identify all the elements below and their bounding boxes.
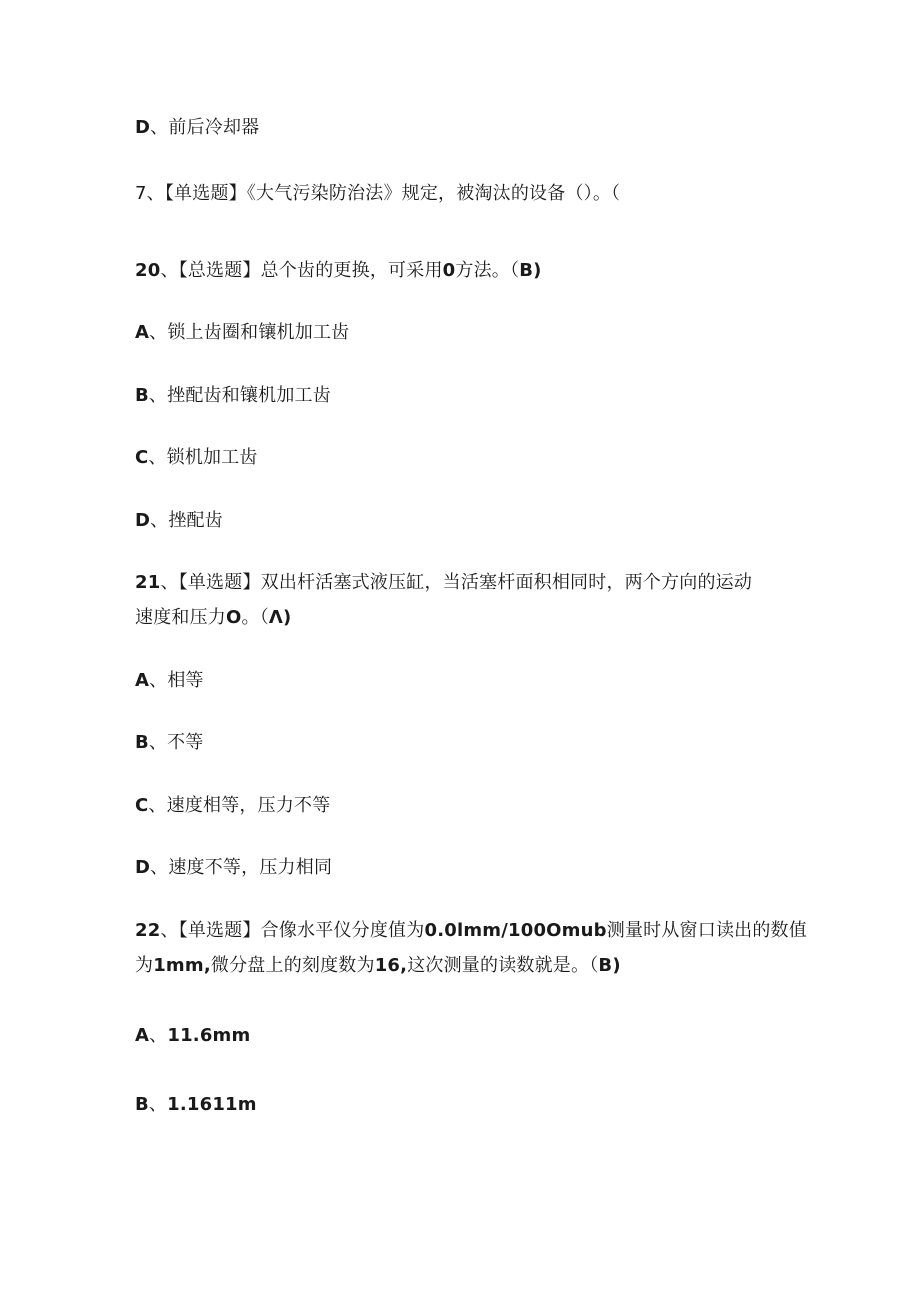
separator: 、 xyxy=(150,857,169,878)
q20-option-c xyxy=(135,446,258,470)
question-text: 速度和压力 xyxy=(135,607,226,628)
option-text: 锁上齿圈和镶机加工齿 xyxy=(167,322,350,343)
option-text: 11.6mm xyxy=(167,1025,251,1046)
option-text: 1.1611m xyxy=(167,1094,257,1115)
separator: 、 xyxy=(149,1025,168,1046)
separator: 、 xyxy=(160,260,179,281)
option-text: 挫配齿 xyxy=(168,510,223,531)
question-text-bold: 16, xyxy=(374,955,408,976)
q22-option-b xyxy=(135,1093,257,1117)
option-letter: B xyxy=(135,732,149,753)
question-text: 这次测量的读数就是。（ xyxy=(407,955,599,976)
option-letter: B xyxy=(135,385,149,406)
question-text: 方法。（ xyxy=(455,260,520,281)
option-letter: A xyxy=(135,1025,150,1046)
question-text-bold: O xyxy=(226,607,242,628)
answer-key: B) xyxy=(519,260,542,281)
question-22-line1 xyxy=(135,919,807,943)
question-22-line2 xyxy=(135,954,621,978)
question-number: 7 xyxy=(135,183,147,204)
option-letter: B xyxy=(135,1094,149,1115)
question-20 xyxy=(135,259,542,283)
separator: 、 xyxy=(149,322,168,343)
question-text: 测量时从窗口读出的数值 xyxy=(606,920,807,941)
option-letter: D xyxy=(135,857,151,878)
separator: 、 xyxy=(150,510,169,531)
question-text-bold: 1mm, xyxy=(153,955,211,976)
question-text: 。（ xyxy=(241,607,269,628)
answer-key: Λ) xyxy=(268,607,292,628)
option-text: 不等 xyxy=(167,732,204,753)
option-text: 前后冷却器 xyxy=(168,117,260,138)
separator: 、 xyxy=(160,572,179,593)
question-number: 20 xyxy=(135,260,161,281)
q20-option-b xyxy=(135,384,331,408)
option-text: 速度相等，压力不等 xyxy=(166,795,331,816)
q21-option-b xyxy=(135,731,204,755)
q20-option-d xyxy=(135,509,223,533)
question-text: 微分盘上的刻度数为 xyxy=(210,955,375,976)
question-text: 【总选题】总个齿的更换，可采用 xyxy=(178,260,443,281)
question-21-line1 xyxy=(135,571,752,595)
separator: 、 xyxy=(150,117,169,138)
option-letter: C xyxy=(135,447,149,468)
q21-option-a xyxy=(135,669,204,693)
option-letter: D xyxy=(135,510,151,531)
answer-key: B) xyxy=(598,955,621,976)
separator: 、 xyxy=(146,183,165,204)
option-text: 挫配齿和镶机加工齿 xyxy=(167,385,331,406)
separator: 、 xyxy=(148,1094,168,1115)
separator: 、 xyxy=(148,385,168,406)
separator: 、 xyxy=(149,670,168,691)
separator: 、 xyxy=(148,732,168,753)
option-letter: C xyxy=(135,795,149,816)
option-letter: A xyxy=(135,322,150,343)
q21-option-c xyxy=(135,794,330,818)
question-text: 【单选题】《大气污染防治法》规定，被淘汰的设备（）。（ xyxy=(164,183,621,204)
separator: 、 xyxy=(148,447,167,468)
option-text: 速度不等，压力相同 xyxy=(168,857,333,878)
q22-option-a xyxy=(135,1024,250,1048)
question-21-line2 xyxy=(135,606,291,630)
question-text-bold: 0.0lmm/100Omub xyxy=(424,920,607,941)
separator: 、 xyxy=(160,920,179,941)
question-text: 为 xyxy=(135,955,154,976)
option-letter: A xyxy=(135,670,150,691)
option-letter: D xyxy=(135,117,151,138)
question-number: 22 xyxy=(135,920,161,941)
question-number: 21 xyxy=(135,572,161,593)
question-text-bold: 0 xyxy=(442,260,456,281)
q21-option-d xyxy=(135,856,332,880)
option-text: 相等 xyxy=(167,670,204,691)
question-7 xyxy=(135,182,620,206)
separator: 、 xyxy=(148,795,167,816)
option-d-prev xyxy=(135,116,259,140)
question-text: 【单选题】双出杆活塞式液压缸，当活塞杆面积相同时，两个方向的运动 xyxy=(178,572,753,593)
question-text: 【单选题】合像水平仪分度值为 xyxy=(178,920,425,941)
option-text: 锁机加工齿 xyxy=(166,447,258,468)
q20-option-a xyxy=(135,321,349,345)
